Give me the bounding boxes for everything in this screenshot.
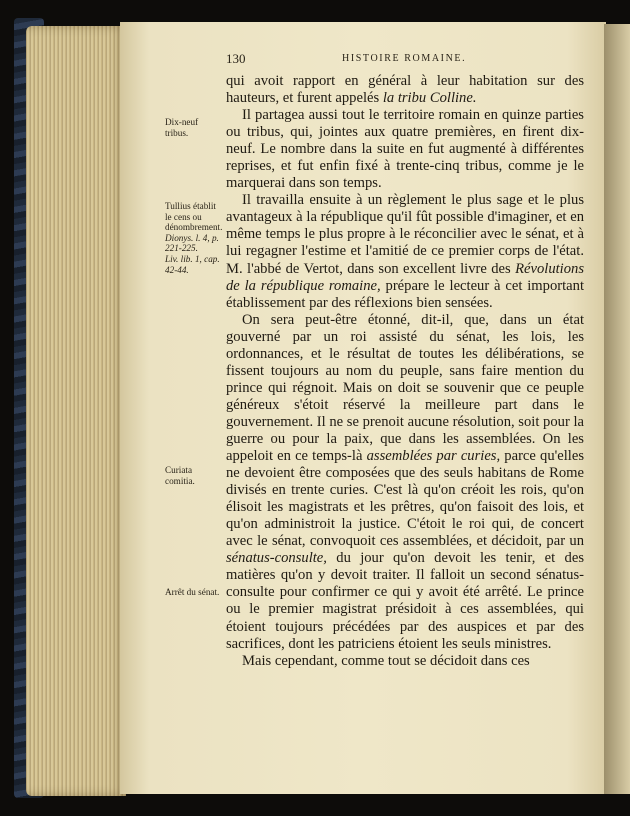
- text-run: Mais cependant, comme tout se décidoit dans ces: [242, 652, 530, 669]
- margin-note-dix-neuf: Dix-neuf tribus.: [165, 117, 199, 138]
- paragraph: [226, 192, 584, 311]
- margin-note-arret: Arrêt du sénat.: [165, 587, 220, 597]
- text-run: du jour qu'on devoit les tenir, et des matières qu'on y devoit traiter. Il falloit un second sénatus-consulte pour confirmer ce qui y avoit été arrêté. Le prince ou le premier magistrat présidoit à ces assemblées, qui étoient toujours précédées par des auspices et par des sacrifices, dont les patriciens étoient les seuls ministres.: [226, 550, 584, 652]
- body-text: [226, 73, 584, 670]
- text-run: qui avoit rapport en général à leur habitation sur des hauteurs, et furent appelés: [226, 73, 584, 107]
- text-run: Il partagea aussi tout le territoire romain en quinze parties ou tribus, qui, jointes aux quatre premières, en firent dix-neuf. Le nombre dans la suite en fut augmenté à différentes reprises, et fut enfin fixé à trente-cinq tribus, comme je le marquerai dans son temps.: [226, 107, 584, 192]
- margin-note-curiata: Curiata comitia.: [165, 465, 195, 486]
- italic-text: la tribu Colline.: [382, 90, 477, 107]
- paragraph: [226, 73, 584, 107]
- italic-text: assemblées par curies,: [366, 448, 501, 465]
- paragraph: [226, 653, 584, 670]
- paragraph: [226, 107, 584, 192]
- italic-text: Révolutions de la république romaine,: [226, 260, 584, 294]
- page-number: 130: [226, 51, 246, 66]
- margin-note-liv: Liv. lib. 1, cap. 42-44.: [165, 253, 220, 275]
- italic-text: sénatus-consulte,: [226, 550, 327, 567]
- margin-note-tullius: [165, 201, 223, 275]
- margin-note-cens: Tullius établit le cens ou dénombrement.: [165, 201, 223, 233]
- text-run: Il travailla ensuite à un règlement le plus sage et le plus avantageux à la république qu'il fût possible d'imaginer, et en même temps le plus propre à le réconcilier avec le sénat, et à lui regagner l'estime et l'amitié de ce premier corps de l'état. M. l'abbé de Vertot, dans son excellent livre des: [226, 192, 584, 277]
- facing-page-edge: [604, 24, 630, 794]
- text-run: prépare le lecteur à cet important établissement par des réflexions bien sensées.: [226, 277, 584, 311]
- text-run: On sera peut-être étonné, dit-il, que, dans un état gouverné par un roi assisté du sénat, les lois, les ordonnances, et le résultat de toutes les délibérations, se fissent toujours au nom du peuple, sans faire mention du prince qui régnoit. Mais on doit se souvenir que ce peuple généreux s'étoit réservé la meilleure part dans le gouvernement. Il ne se prenoit aucune résolution, soit pour la guerre ou pour la paix, que dans les assemblées. On les appeloit en ce temps-là: [226, 311, 584, 465]
- running-title: HISTOIRE ROMAINE.: [342, 53, 467, 64]
- page-edges: [26, 26, 126, 796]
- paragraph: [226, 312, 584, 653]
- margin-note-dionys: Dionys. l. 4, p. 221-225.: [165, 232, 219, 254]
- text-run: parce qu'elles ne devoient être composées que des seuls habitans de Rome divisés en trente curies. C'est là qu'on créoit les rois, qu'on élisoit les magistrats et les prêtres, qu'on faisoit des lois, et qu'on administroit la justice. C'étoit le roi qui, de concert avec le sénat, convoquoit ces assemblées, et décidoit, par un: [226, 448, 584, 550]
- page-header: [226, 53, 586, 69]
